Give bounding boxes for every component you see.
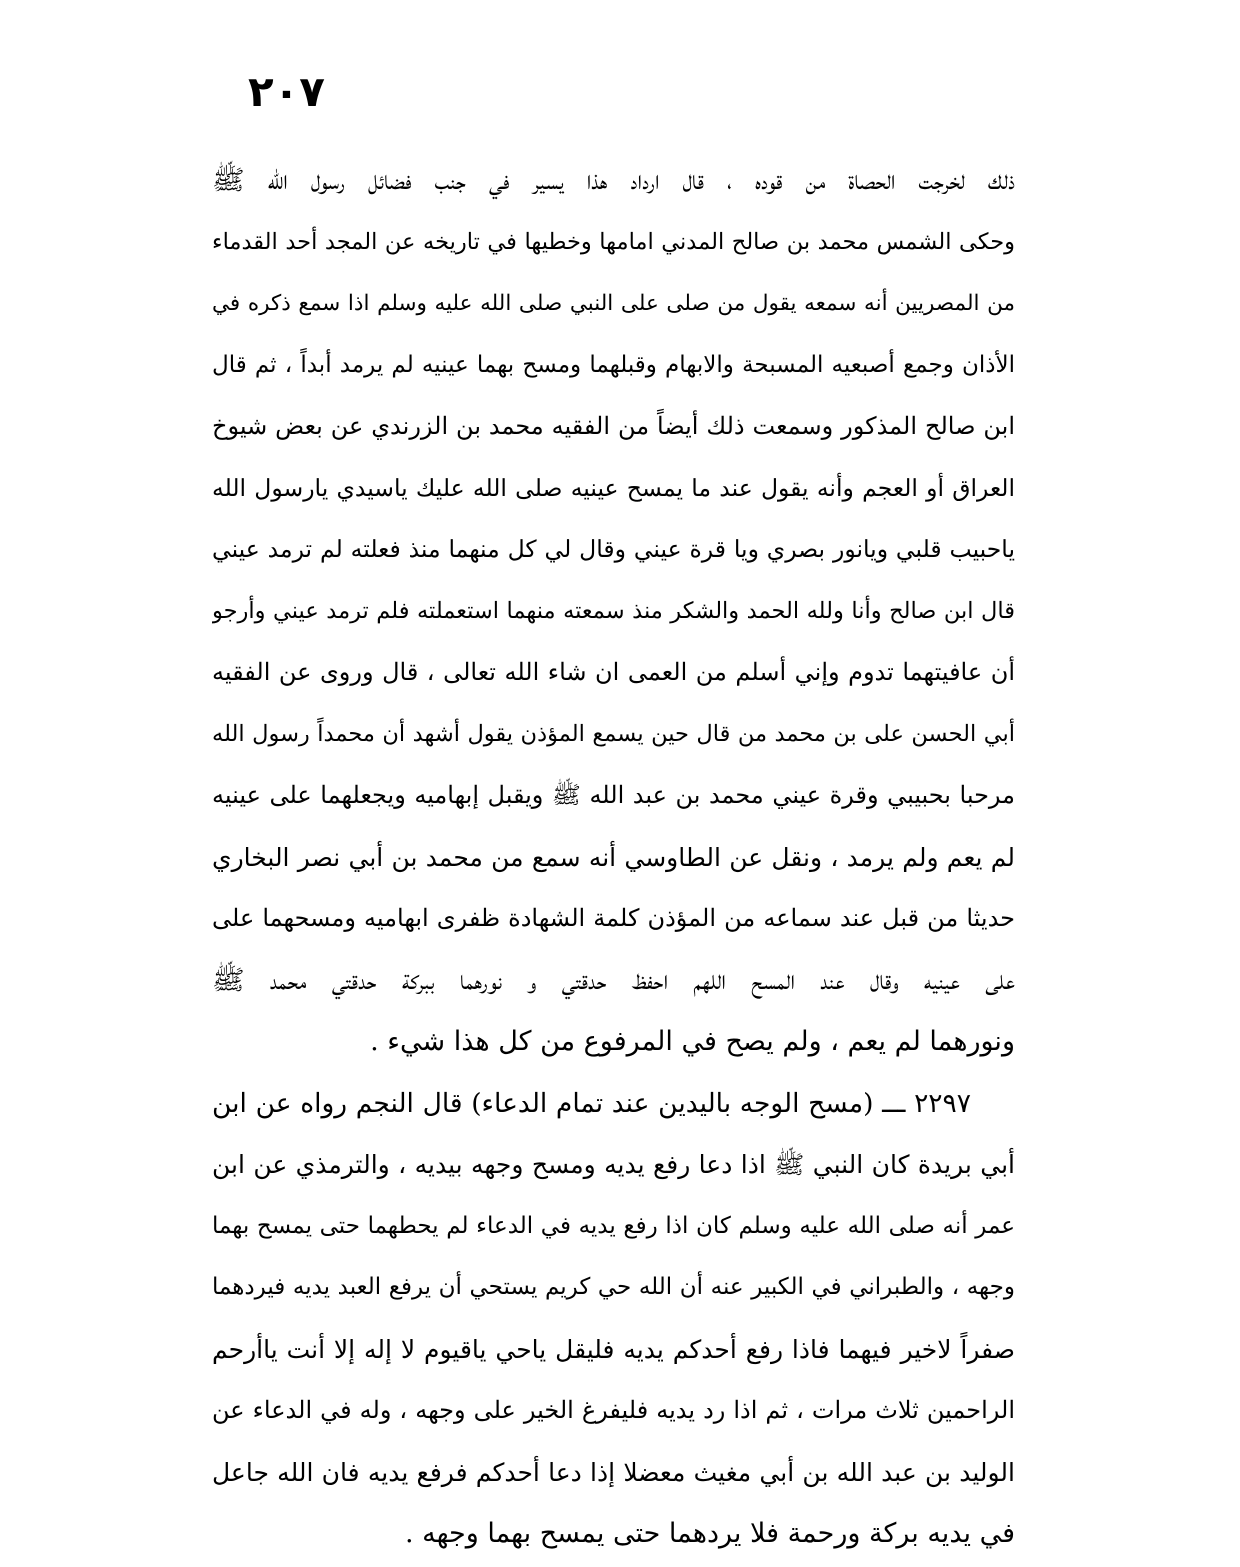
text-line: وجهه ، والطبراني في الكبير عنه أن الله حي كريم يستحي أن يرفع العبد يديه فيردهما — [212, 1274, 1015, 1300]
text-line: على عينيه وقال عند المسح اللهم احفظ حدقتي و نورهما ببركة حدقتي محمد ﷺ — [212, 964, 1015, 996]
text-line: حديثا من قبل عند سماعه من المؤذن كلمة الشهادة ظفرى ابهاميه ومسحهما على — [212, 904, 1015, 932]
text-line: صفراً لاخير فيهما فاذا رفع أحدكم يديه فليقل ياحي ياقيوم لا إله إلا أنت ياأرحم — [212, 1334, 1015, 1364]
paragraph-end-line: في يديه بركة ورحمة فلا يردهما حتى يمسح بهما وجهه . — [404, 1518, 1015, 1549]
entry-heading-line: ٢٢٩٧ ـــ (مسح الوجه باليدين عند تمام الدعاء) قال النجم رواه عن ابن — [212, 1087, 971, 1119]
text-line: أبي بريدة كان النبي ﷺ اذا دعا رفع يديه ومسح وجهه بيديه ، والترمذي عن ابن — [212, 1150, 1015, 1179]
text-line: ابن صالح المذكور وسمعت ذلك أيضاً من الفقيه محمد بن الزرندي عن بعض شيوخ — [212, 412, 1015, 440]
text-line: من المصريين أنه سمعه يقول من صلى على النبي صلى الله عليه وسلم اذا سمع ذكره في — [212, 291, 1015, 316]
paragraph-end-line: ونورهما لم يعم ، ولم يصح في المرفوع من كل هذا شيء . — [370, 1026, 1015, 1057]
text-line: قال ابن صالح وأنا ولله الحمد والشكر منذ سمعته منهما استعملته فلم ترمد عيني وأرجو — [212, 597, 1015, 624]
text-line: الوليد بن عبد الله بن أبي مغيث معضلا إذا دعا أحدكم فرفع يديه فان الله جاعل — [212, 1457, 1015, 1487]
text-line: وحكى الشمس محمد بن صالح المدني امامها وخطيها في تاريخه عن المجد أحد القدماء — [212, 228, 1015, 255]
page-number: ٢٠٧ — [248, 67, 325, 116]
text-line: أن عافيتهما تدوم وإني أسلم من العمى ان شاء الله تعالى ، قال وروى عن الفقيه — [212, 658, 1015, 686]
text-line: عمر أنه صلى الله عليه وسلم كان اذا رفع يديه في الدعاء لم يحطهما حتى يمسح بهما — [212, 1212, 1015, 1239]
text-line: لم يعم ولم يرمد ، ونقل عن الطاوسي أنه سمع من محمد بن أبي نصر البخاري — [212, 842, 1015, 872]
text-line: الأذان وجمع أصبعيه المسبحة والابهام وقبلهما ومسح بهما عينيه لم يرمد أبداً ، ثم قال — [212, 351, 1015, 378]
text-line: ياحبيب قلبي ويانور بصري ويا قرة عيني وقال لي كل منهما منذ فعلته لم ترمد عيني — [212, 535, 1015, 563]
text-line: ذلك لخرجت الحصاة من قوده ، قال ارداد هذا يسير في جنب فضائل رسول الله ﷺ — [212, 165, 1015, 196]
main-text — [212, 150, 1015, 1565]
text-line: العراق أو العجم وأنه يقول عند ما يمسح عينيه صلى الله عليك ياسيدي يارسول الله — [212, 473, 1015, 502]
text-line: مرحبا بحبيبي وقرة عيني محمد بن عبد الله ﷺ ويقبل إبهاميه ويجعلهما على عينيه — [212, 781, 1015, 809]
text-line: الراحمين ثلاث مرات ، ثم اذا رد يديه فليفرغ الخير على وجهه ، وله في الدعاء عن — [212, 1396, 1015, 1424]
text-line: أبي الحسن على بن محمد من قال حين يسمع المؤذن يقول أشهد أن محمداً رسول الله — [212, 720, 1015, 747]
